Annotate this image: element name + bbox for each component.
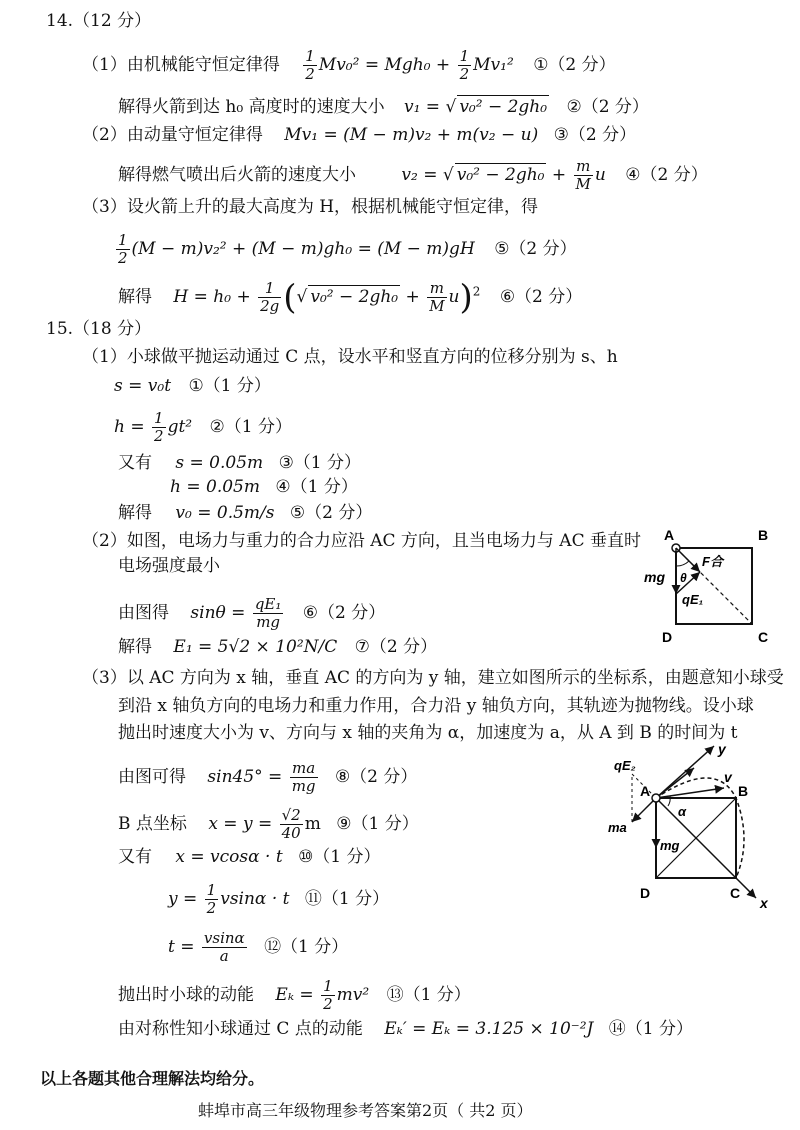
fraction-half: $\frac{1}{2}$ (305, 47, 315, 83)
q15-eq10-label: 又有 (118, 847, 152, 867)
fraction-vsina-over-a: $\frac{vsin\alpha}{a}$ (203, 929, 245, 965)
q15-eq11-lhs: y = (168, 889, 198, 909)
q15-eq8-line (118, 760, 417, 795)
label-y: y (718, 741, 726, 757)
q15-eq14-label: 由对称性知小球通过 C 点的动能 (118, 1019, 363, 1039)
score-mark: ⑨（1 分） (336, 814, 419, 834)
q15-eq7-line (118, 636, 437, 658)
label-ma: ma (608, 820, 627, 835)
q14-part1b-text: 解得火箭到达 h₀ 高度时的速度大小 (118, 97, 385, 117)
score-mark: ⑦（2 分） (354, 637, 438, 657)
q14-part3b-line: 解得 H = h₀ + $\frac{1}{2g}$ (√ v₀² − 2gh₀ + $\frac{m}{M}$ u)$^2$ ⑥（2 分） (118, 277, 583, 318)
q14-part3-text: （3）设火箭上升的最大高度为 H，根据机械能守恒定律，得 (82, 197, 539, 217)
page-footer: 蚌埠市高三年级物理参考答案第2页（ 共2 页） (198, 1101, 533, 1120)
label-qE1: qE₁ (682, 592, 704, 607)
q15-eq1-line (114, 375, 271, 397)
q15-eq14: Eₖ′ = Eₖ = 3.125 × 10⁻²J (384, 1019, 594, 1039)
q15-eq13-label: 抛出时小球的动能 (118, 985, 254, 1005)
q15-eq2-lhs: h = (114, 417, 145, 437)
q15-eq10-line (118, 846, 381, 868)
q15-part3-text-b: 到沿 x 轴负方向的电场力和重力作用，合力沿 y 轴负方向，其轨迹为抛物线。设小球 (118, 696, 754, 716)
label-C: C (730, 885, 741, 901)
theta-arc (676, 561, 689, 566)
q14-part3-formula-line (114, 232, 577, 267)
q15-eq5-label: 解得 (118, 503, 152, 523)
q15-part2-text-b: 电场强度最小 (118, 556, 220, 576)
fraction-half: $\frac{1}{2}$ (323, 977, 333, 1013)
q15-eq6-label: 由图得 (118, 603, 169, 623)
q15-eq8-label: 由图可得 (118, 767, 186, 787)
label-B: B (738, 783, 749, 799)
q14-part1-text: （1）由机械能守恒定律得 (82, 55, 280, 75)
q15-eq11-line: y = $\frac{1}{2}$ vsinα · t ⑪（1 分） (168, 881, 390, 917)
label-alpha: α (678, 804, 687, 819)
q15-eq8-lhs: sin45° = (207, 767, 283, 787)
fraction-ma-over-mg: $\frac{ma}{mg}$ (291, 759, 316, 795)
trajectory-curve (656, 778, 744, 878)
fraction-m-over-M: $\frac{m}{M}$ (575, 157, 591, 193)
label-x: x (760, 895, 768, 911)
fraction-qE1-over-mg: $\frac{\text{qE₁}}{mg}$ (254, 595, 282, 631)
q15-eq12-line (168, 930, 348, 965)
q14-part1-line (82, 48, 616, 83)
q15-eq2-line: h = $\frac{1}{2}$ gt² ②（1 分） (114, 409, 292, 445)
label-D: D (662, 629, 673, 645)
q15-eq9-lhs: x = y = (208, 814, 273, 834)
score-mark: ⑬（1 分） (386, 985, 471, 1005)
q14-part2-line (82, 124, 636, 146)
q14-part1b-formula: v₁ = (403, 97, 441, 117)
q14-part3b-label: 解得 (118, 287, 152, 307)
score-mark: ⑤（2 分） (494, 239, 577, 259)
sqrt-expression: v₀² − 2gh₀ (459, 97, 548, 117)
label-A: A (664, 527, 675, 543)
q15-part3-text-a: （3）以 AC 方向为 x 轴，垂直 AC 的方向为 y 轴，建立如图所示的坐标系，由题意知小球受 (82, 668, 784, 688)
q14-header: 14.（12 分） (46, 11, 152, 31)
q15-eq7: E₁ = 5√2 × 10²N/C (173, 637, 338, 657)
score-mark: ②（2 分） (566, 97, 649, 117)
figure-part2-diagram (640, 520, 790, 650)
q15-eq13-lhs: Eₖ = (275, 985, 314, 1005)
score-mark: ③（2 分） (553, 125, 637, 145)
label-qE2: qE₂ (614, 758, 636, 773)
q14-part2-formula: Mv₁ = (M − m)v₂ + m(v₂ − u) (284, 125, 539, 145)
q15-eq3: s = 0.05m (175, 453, 264, 473)
q15-eq4-line (170, 476, 358, 498)
q14-part2b-formula: v₂ = (401, 165, 438, 185)
F-resultant-arrow (676, 548, 700, 572)
q14-part1-formula: Mv₀² = Mgh₀ + (318, 55, 451, 75)
label-theta: θ (680, 571, 687, 585)
q15-eq3-label: 又有 (118, 453, 152, 473)
score-mark: ④（2 分） (625, 165, 708, 185)
score-mark: ⑥（2 分） (499, 287, 583, 307)
ball-A (652, 794, 660, 802)
score-mark: ⑭（1 分） (608, 1019, 694, 1039)
fraction-half: $\frac{1}{2}$ (459, 47, 470, 83)
label-mg: mg (660, 838, 680, 853)
score-mark: ③（1 分） (278, 453, 362, 473)
q14-part1-formula-tail: Mv₁² (473, 55, 514, 75)
q15-eq4: h = 0.05m (170, 477, 260, 497)
q15-eq12-lhs: t = (168, 937, 195, 957)
figure-part3-diagram (606, 740, 796, 915)
score-mark: ④（1 分） (275, 477, 358, 497)
score-mark: ⑪（1 分） (304, 889, 390, 909)
fraction-sqrt2-over-40: $\frac{√2}{40}$ (281, 806, 301, 842)
label-B: B (758, 527, 769, 543)
q15-part1-text: （1）小球做平抛运动通过 C 点，设水平和竖直方向的位移分别为 s、h (82, 347, 618, 367)
score-mark: ①（2 分） (533, 55, 616, 75)
label-C: C (758, 629, 769, 645)
ma-arrow (632, 798, 656, 822)
q15-eq14-line (118, 1018, 693, 1040)
q14-part1b-line: 解得火箭到达 h₀ 高度时的速度大小 v₁ = √ v₀² − 2gh₀ ②（2 分） (118, 97, 649, 117)
q15-eq9-label: B 点坐标 (118, 814, 187, 834)
q14-part3-formula: (M − m)v₂² + (M − m)gh₀ = (M − m)gH (131, 239, 475, 259)
sqrt-expression: v₀² − 2gh₀ (456, 165, 545, 185)
q14-part3b-formula: H = h₀ + (173, 287, 251, 307)
label-D: D (640, 885, 651, 901)
q15-eq13-line: 抛出时小球的动能 Eₖ = $\frac{1}{2}$ mv² ⑬（1 分） (118, 977, 471, 1013)
q15-eq3-line (118, 452, 361, 474)
q14-part2-text: （2）由动量守恒定律得 (82, 125, 263, 145)
score-mark: ①（1 分） (188, 376, 271, 396)
label-A: A (640, 783, 651, 799)
score-mark: ⑫（1 分） (264, 937, 349, 957)
score-mark: ⑧（2 分） (334, 767, 418, 787)
fraction-half: $\frac{1}{2}$ (118, 231, 128, 267)
fraction-m-over-M: $\frac{m}{M}$ (429, 279, 445, 315)
sqrt-expression: v₀² − 2gh₀ (310, 287, 399, 307)
score-mark: ⑤（2 分） (289, 503, 373, 523)
grading-note: 以上各题其他合理解法均给分。 (40, 1069, 265, 1088)
q14-part2b-text: 解得燃气喷出后火箭的速度大小 (118, 165, 356, 185)
q15-eq9-line: B 点坐标 x = y = $\frac{√2}{40}$ m ⑨（1 分） (118, 806, 419, 842)
q15-part2-text-a: （2）如图，电场力与重力的合力应沿 AC 方向，且当电场力与 AC 垂直时 (82, 531, 641, 551)
label-v: v (724, 769, 732, 785)
score-mark: ②（1 分） (209, 417, 292, 437)
q15-eq7-label: 解得 (118, 637, 152, 657)
label-F: F合 (702, 554, 723, 569)
q15-eq5: v₀ = 0.5m/s (175, 503, 275, 523)
q15-eq6-lhs: sinθ = (190, 603, 246, 623)
score-mark: ⑩（1 分） (298, 847, 381, 867)
q15-eq1: s = v₀t (114, 376, 172, 396)
fraction-1-over-2g: $\frac{1}{2g}$ (260, 279, 280, 315)
q15-part3-text-c: 抛出时速度大小为 v、方向与 x 轴的夹角为 α，加速度为 a，从 A 到 B 的时间为 t (118, 723, 738, 743)
fraction-half: $\frac{1}{2}$ (154, 409, 164, 445)
q15-eq5-line (118, 502, 372, 524)
score-mark: ⑥（2 分） (302, 603, 386, 623)
q15-header: 15.（18 分） (46, 319, 152, 339)
q14-part2b-line: 解得燃气喷出后火箭的速度大小 v₂ = √ v₀² − 2gh₀ + $\frac{m}{M}$ u ④（2 分） (118, 157, 708, 193)
fraction-half: $\frac{1}{2}$ (206, 881, 217, 917)
q15-eq10: x = vcosα · t (175, 847, 283, 867)
q15-eq6-line (118, 596, 385, 631)
label-mg: mg (644, 569, 665, 585)
